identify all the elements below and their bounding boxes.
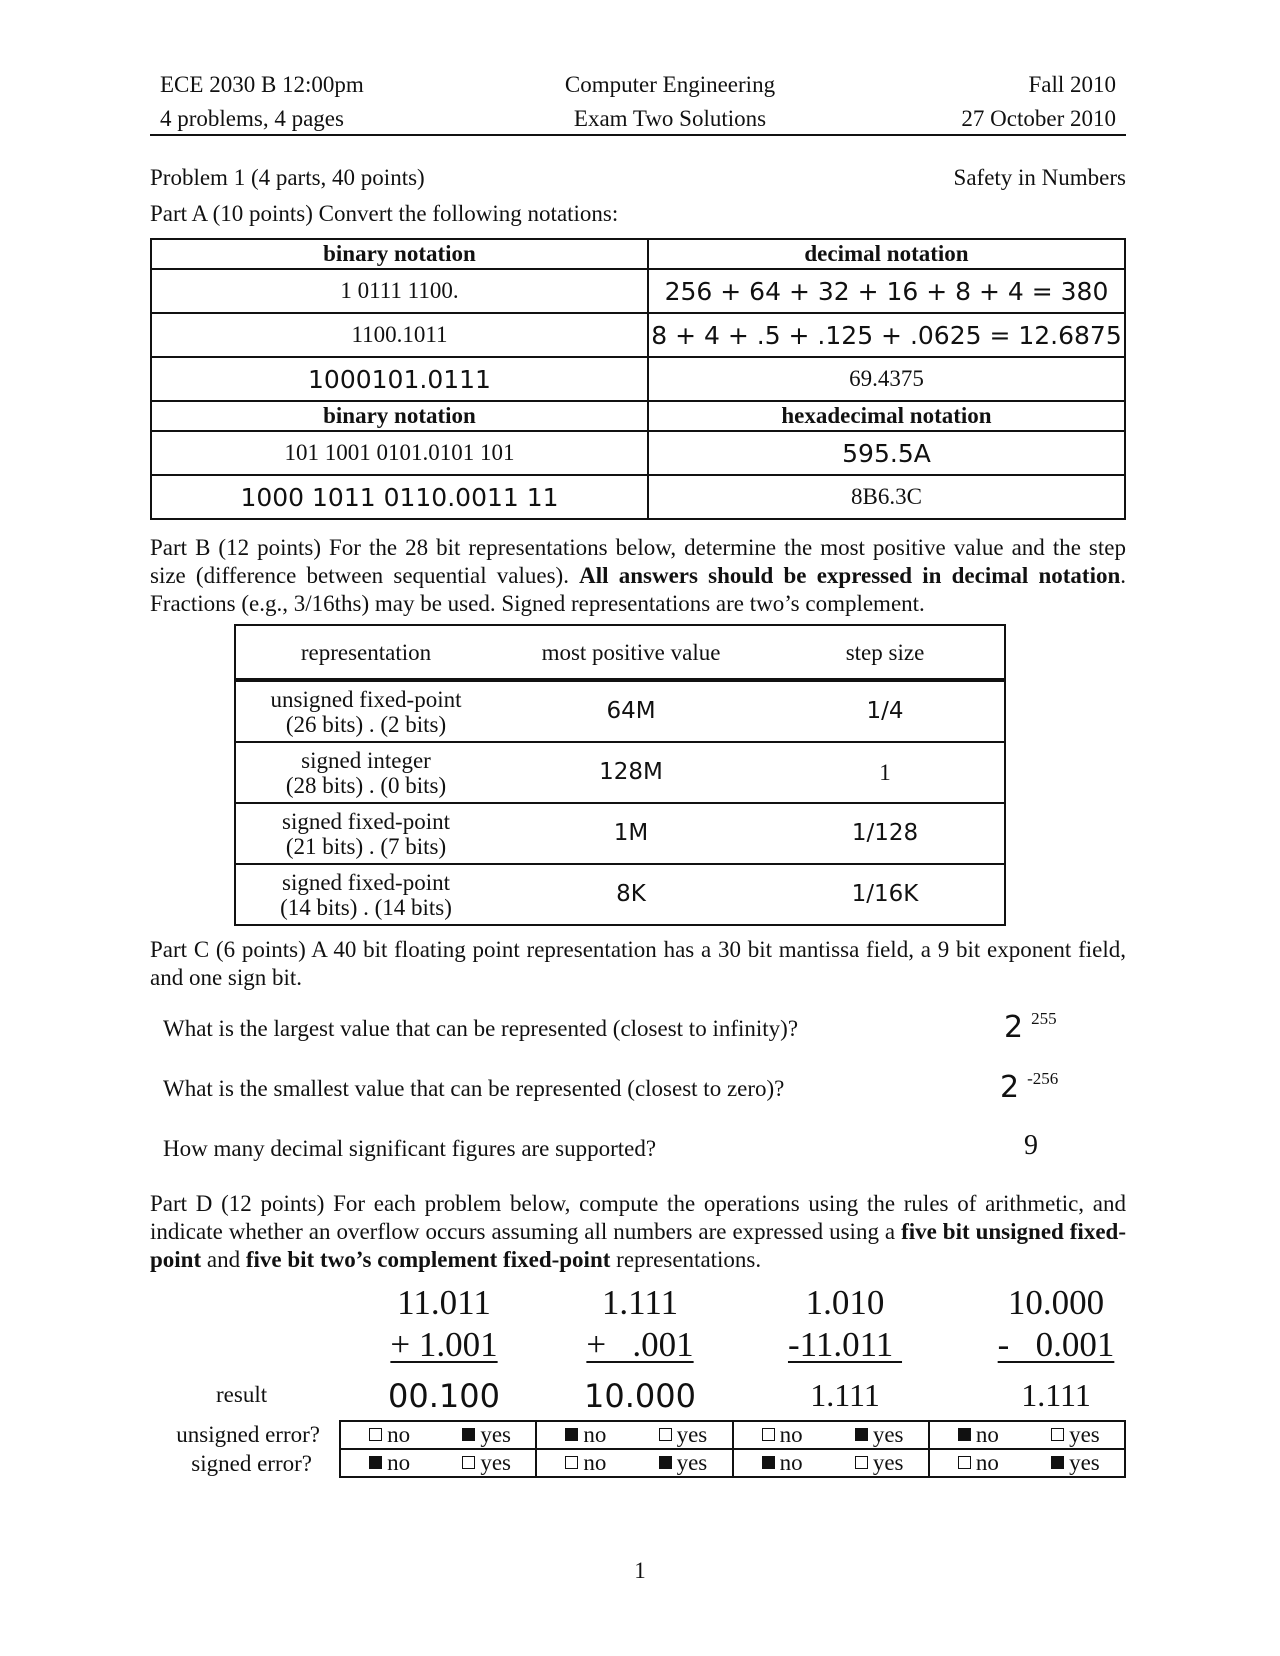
- unsigned-error-label: unsigned error?: [176, 1422, 320, 1447]
- partC-instruction: Part C (6 points) A 40 bit floating point representation has a 30 bit mantissa field, a 9 bit exponent field, and one sign bit.: [150, 937, 1126, 990]
- partD-problem: 11.011 + 1.001: [390, 1283, 498, 1364]
- checkbox-box-icon: [855, 1428, 868, 1441]
- checkbox-box-icon: [762, 1456, 775, 1469]
- result-label: result: [216, 1382, 268, 1407]
- partD-problem: 1.111 + .001: [586, 1283, 694, 1364]
- partA-answer: 256 + 64 + 32 + 16 + 8 + 4 = 380: [648, 269, 1125, 313]
- checkbox-no[interactable]: [537, 1450, 634, 1476]
- checkbox-yes[interactable]: [1027, 1422, 1124, 1448]
- partA-header-binary: binary notation: [151, 239, 648, 269]
- checkbox-box-icon: [762, 1428, 775, 1441]
- checkbox-label: no: [975, 1450, 999, 1475]
- unsigned-error-cell: [536, 1421, 732, 1449]
- checkbox-no[interactable]: [734, 1422, 831, 1448]
- unsigned-error-cell: [733, 1421, 929, 1449]
- checkbox-no[interactable]: [930, 1422, 1027, 1448]
- partC-answer: 2 $^{-256}$: [1000, 1069, 1059, 1105]
- checkbox-yes[interactable]: [438, 1450, 535, 1476]
- partB-rep: signed fixed-point (14 bits) . (14 bits): [235, 864, 496, 925]
- header-exam: Exam Two Solutions: [573, 106, 767, 131]
- partA-header-binary-2: binary notation: [151, 401, 648, 431]
- partB-bold-note: All answers should be expressed in decimal notation: [579, 563, 1121, 588]
- checkbox-yes[interactable]: [1027, 1450, 1124, 1476]
- signed-error-label: signed error?: [191, 1451, 312, 1476]
- checkbox-box-icon: [1051, 1428, 1064, 1441]
- checkbox-label: no: [975, 1422, 999, 1447]
- partB-col-step: step size: [766, 625, 1005, 680]
- header-term: Fall 2010: [1028, 72, 1116, 97]
- checkbox-box-icon: [855, 1456, 868, 1469]
- partB-rep: signed fixed-point (21 bits) . (7 bits): [235, 803, 496, 864]
- checkbox-label: yes: [1069, 1450, 1100, 1475]
- checkbox-box-icon: [369, 1428, 382, 1441]
- partA-header-decimal: decimal notation: [648, 239, 1125, 269]
- partA-answer: 595.5A: [648, 431, 1125, 475]
- partB-max: 128M: [496, 742, 766, 803]
- problem-title: Problem 1 (4 parts, 40 points): [150, 165, 425, 190]
- checkbox-yes[interactable]: [438, 1422, 535, 1448]
- checkbox-yes[interactable]: [831, 1450, 928, 1476]
- checkbox-label: no: [779, 1422, 803, 1447]
- partB-max: 64M: [496, 680, 766, 742]
- partA-answer: 1000 1011 0110.0011 11: [151, 475, 648, 519]
- partC-question: What is the smallest value that can be represented (closest to zero)?: [163, 1076, 785, 1101]
- partB-instruction: Part B (12 points) For the 28 bit representations below, determine the most positive value and the step size (difference between sequential values). All answers should be expressed in decimal notation. Fractions (e.g., 3/16ths) may be used. Signed representations are two’s complement.: [150, 535, 1127, 616]
- partC-answer: 9: [1024, 1130, 1038, 1161]
- signed-error-cell: [733, 1449, 929, 1477]
- checkbox-yes[interactable]: [634, 1422, 731, 1448]
- checkbox-label: no: [387, 1422, 411, 1447]
- partB-step: 1/4: [766, 680, 1005, 742]
- checkbox-label: yes: [872, 1450, 904, 1475]
- checkbox-label: no: [779, 1450, 803, 1475]
- header-rule: [150, 134, 1126, 136]
- partB-step: 1/16K: [766, 864, 1005, 925]
- checkbox-box-icon: [958, 1428, 971, 1441]
- error-table: [339, 1420, 1126, 1478]
- checkbox-no[interactable]: [930, 1450, 1027, 1476]
- checkbox-box-icon: [659, 1428, 672, 1441]
- header-course: ECE 2030 B 12:00pm: [160, 72, 364, 97]
- partB-max: 1M: [496, 803, 766, 864]
- partD-result: 00.100: [388, 1377, 500, 1415]
- partB-rep: signed integer (28 bits) . (0 bits): [235, 742, 496, 803]
- checkbox-box-icon: [369, 1456, 382, 1469]
- checkbox-label: no: [583, 1450, 607, 1475]
- partC-question: What is the largest value that can be represented (closest to infinity)?: [163, 1016, 799, 1041]
- checkbox-box-icon: [1051, 1456, 1064, 1469]
- checkbox-yes[interactable]: [634, 1450, 731, 1476]
- partB-step: 1: [766, 742, 1005, 803]
- checkbox-box-icon: [462, 1428, 475, 1441]
- checkbox-label: yes: [480, 1422, 512, 1447]
- checkbox-label: yes: [676, 1450, 708, 1475]
- problem-subtitle: Safety in Numbers: [953, 165, 1126, 190]
- partD-result: 1.111: [1021, 1377, 1091, 1413]
- checkbox-yes[interactable]: [831, 1422, 928, 1448]
- partB-rep: unsigned fixed-point (26 bits) . (2 bits): [235, 680, 496, 742]
- partC-answer: 2 $^{255}$: [1004, 1009, 1057, 1045]
- page-number: 1: [634, 1558, 646, 1583]
- checkbox-label: no: [583, 1422, 607, 1447]
- partD-problem: 10.000 - 0.001: [997, 1283, 1115, 1364]
- checkbox-box-icon: [565, 1456, 578, 1469]
- checkbox-no[interactable]: [734, 1450, 831, 1476]
- header-date: 27 October 2010: [961, 106, 1116, 131]
- partD-instruction: Part D (12 points) For each problem below, compute the operations using the rules of arithmetic, and indicate whether an overflow occurs assuming all numbers are expressed using a five bit unsigned fixed-point and five bit two’s complement fixed-point representations.: [150, 1191, 1126, 1272]
- partA-cell: 1 0111 1100.: [151, 269, 648, 313]
- unsigned-error-cell: [340, 1421, 536, 1449]
- unsigned-error-cell: [929, 1421, 1125, 1449]
- partA-cell: 101 1001 0101.0101 101: [151, 431, 648, 475]
- signed-error-cell: [929, 1449, 1125, 1477]
- checkbox-box-icon: [462, 1456, 475, 1469]
- header-problems: 4 problems, 4 pages: [160, 106, 344, 131]
- partA-instruction: Part A (10 points) Convert the following notations:: [150, 201, 619, 226]
- checkbox-label: no: [387, 1450, 411, 1475]
- partA-cell: 8B6.3C: [648, 475, 1125, 519]
- partA-table: [150, 238, 1126, 520]
- checkbox-no[interactable]: [537, 1422, 634, 1448]
- partD-result: 1.111: [810, 1377, 880, 1413]
- partA-cell: 1100.1011: [151, 313, 648, 357]
- partA-cell: 69.4375: [648, 357, 1125, 401]
- checkbox-label: yes: [1069, 1422, 1100, 1447]
- signed-error-cell: [340, 1449, 536, 1477]
- partA-header-hex: hexadecimal notation: [648, 401, 1125, 431]
- checkbox-no[interactable]: [341, 1450, 438, 1476]
- partA-answer: 8 + 4 + .5 + .125 + .0625 = 12.6875: [648, 313, 1125, 357]
- checkbox-box-icon: [659, 1456, 672, 1469]
- checkbox-label: yes: [872, 1422, 904, 1447]
- partB-step: 1/128: [766, 803, 1005, 864]
- partA-answer: 1000101.0111: [151, 357, 648, 401]
- checkbox-box-icon: [958, 1456, 971, 1469]
- partB-table: [234, 624, 1006, 926]
- checkbox-no[interactable]: [341, 1422, 438, 1448]
- checkbox-box-icon: [565, 1428, 578, 1441]
- partB-col-representation: representation: [235, 625, 496, 680]
- checkbox-label: yes: [480, 1450, 512, 1475]
- signed-error-cell: [536, 1449, 732, 1477]
- partD-result: 10.000: [584, 1377, 696, 1415]
- partD-problem: 1.010 -11.011: [787, 1283, 903, 1364]
- partB-max: 8K: [496, 864, 766, 925]
- checkbox-label: yes: [676, 1422, 708, 1447]
- partC-question: How many decimal significant figures are supported?: [163, 1136, 657, 1161]
- partB-col-max: most positive value: [496, 625, 766, 680]
- header-dept: Computer Engineering: [564, 72, 776, 97]
